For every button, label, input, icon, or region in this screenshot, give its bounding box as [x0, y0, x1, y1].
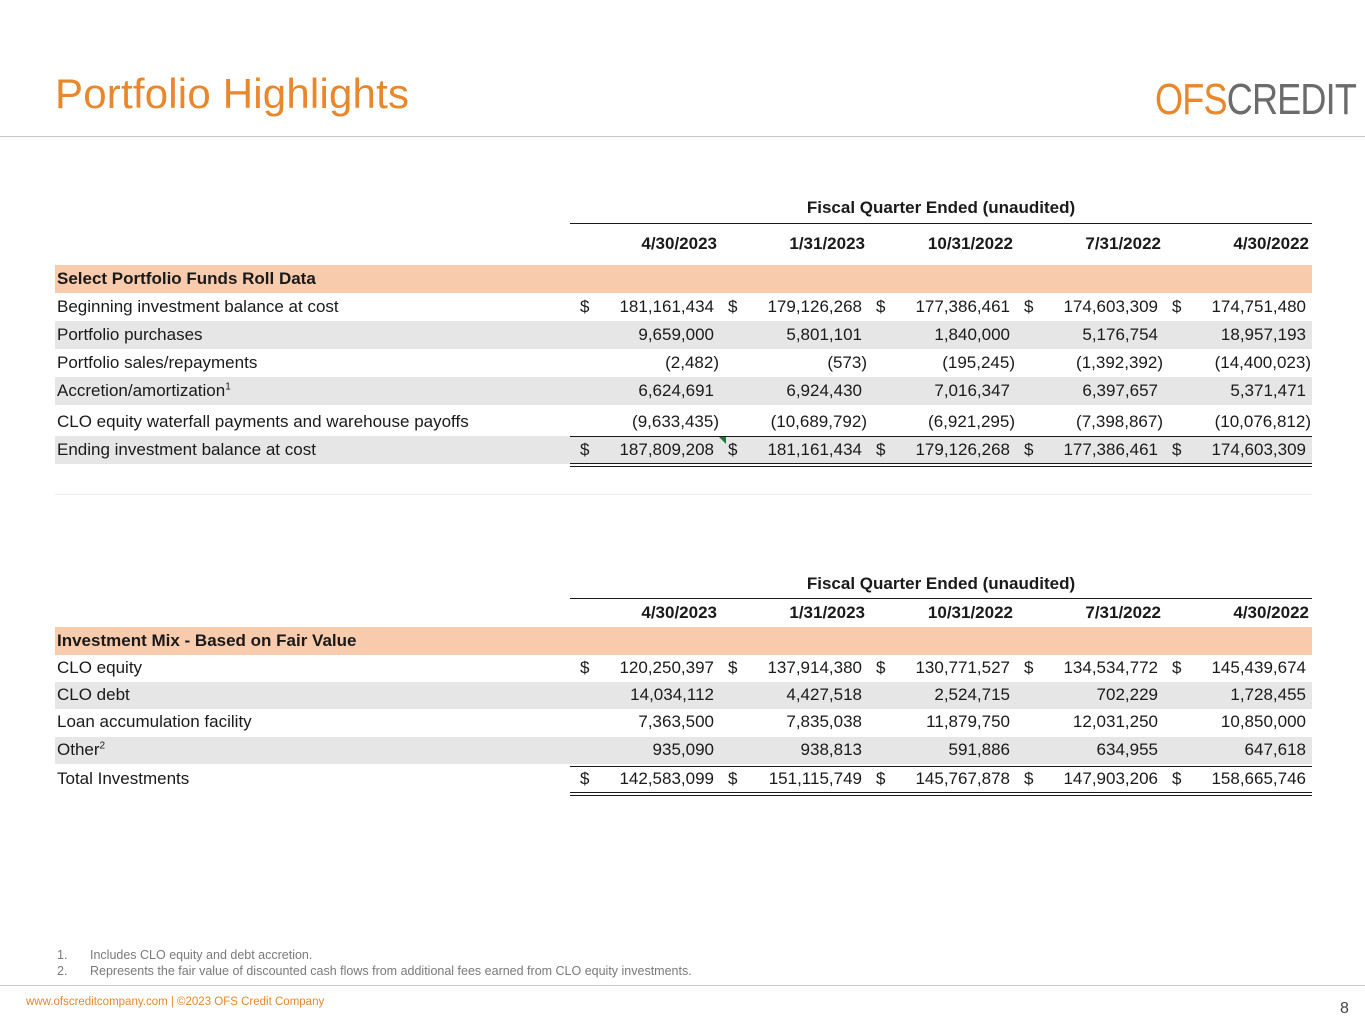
- currency-symbol: $: [876, 440, 886, 459]
- cell-value: 120,250,397: [619, 658, 714, 677]
- cell-value: (2,482): [665, 353, 719, 372]
- cell-value: (195,245): [942, 353, 1015, 372]
- cell-value: 2,524,715: [934, 685, 1010, 704]
- currency-symbol: $: [1172, 297, 1182, 316]
- cell-value: 179,126,268: [767, 297, 862, 316]
- cell-value: 142,583,099: [619, 769, 714, 788]
- cell-value: 938,813: [800, 740, 862, 759]
- table-row: [55, 655, 1312, 682]
- cell-value: 130,771,527: [915, 658, 1010, 677]
- cell-value: 647,618: [1244, 740, 1306, 759]
- cell-value: (7,398,867): [1076, 412, 1163, 431]
- cell-value: 6,397,657: [1082, 381, 1158, 400]
- currency-symbol: $: [728, 658, 738, 677]
- cell-value: (573): [827, 353, 867, 372]
- comment-flag-icon: [719, 437, 726, 444]
- cell-value: 591,886: [948, 740, 1010, 759]
- cell-value: 11,879,750: [926, 712, 1010, 731]
- currency-symbol: $: [728, 297, 738, 316]
- cell-value: (10,076,812): [1214, 412, 1311, 431]
- footer-divider: [0, 985, 1365, 986]
- cell-value: 14,034,112: [630, 685, 714, 704]
- table-row: [55, 321, 1312, 349]
- currency-symbol: $: [876, 297, 886, 316]
- currency-symbol: $: [728, 769, 738, 788]
- currency-symbol: $: [728, 440, 738, 459]
- cell-value: 634,955: [1096, 740, 1158, 759]
- cell-value: 935,090: [652, 740, 714, 759]
- section-label: Select Portfolio Funds Roll Data: [57, 269, 316, 288]
- cell-value: 151,115,749: [768, 769, 862, 788]
- table-row: [55, 766, 1312, 793]
- footer-link[interactable]: www.ofscreditcompany.com | ©2023 OFS Credit Company: [26, 996, 325, 1008]
- cell-value: 181,161,434: [619, 297, 714, 316]
- table-row: [55, 377, 1312, 405]
- currency-symbol: $: [1024, 440, 1034, 459]
- cell-value: 7,835,038: [786, 712, 862, 731]
- cell-value: 137,914,380: [767, 658, 862, 677]
- footnote: 1. Includes CLO equity and debt accretion.: [57, 948, 313, 962]
- cell-value: 174,751,480: [1211, 297, 1306, 316]
- cell-value: 179,126,268: [915, 440, 1010, 459]
- row-label: Portfolio purchases: [57, 325, 203, 344]
- currency-symbol: $: [876, 658, 886, 677]
- currency-symbol: $: [580, 769, 590, 788]
- row-label: Loan accumulation facility: [57, 712, 252, 731]
- page-title: Portfolio Highlights: [55, 70, 410, 117]
- cell-value: (9,633,435): [632, 412, 719, 431]
- cell-value: (14,400,023): [1214, 353, 1311, 372]
- date-header: 10/31/2022: [927, 603, 1013, 622]
- section-label: Investment Mix - Based on Fair Value: [57, 631, 357, 650]
- table-row: [55, 682, 1312, 709]
- row-label: Beginning investment balance at cost: [57, 297, 339, 316]
- row-label: Other$^2$: [57, 740, 106, 759]
- cell-value: 134,534,772: [1063, 658, 1158, 677]
- total-rule: [570, 436, 1312, 437]
- row-label: CLO debt: [57, 685, 130, 704]
- currency-symbol: $: [1024, 658, 1034, 677]
- total-rule: [570, 766, 1312, 767]
- table-row: [55, 709, 1312, 736]
- cell-value: 5,371,471: [1230, 381, 1306, 400]
- row-label: CLO equity waterfall payments and warehouse payoffs: [57, 412, 469, 431]
- row-label: Portfolio sales/repayments: [57, 353, 258, 372]
- section-header-row: [55, 265, 1312, 293]
- currency-symbol: $: [1172, 440, 1182, 459]
- table-row: [55, 349, 1312, 377]
- cell-value: 6,624,691: [638, 381, 714, 400]
- table-row: [55, 737, 1312, 764]
- header-divider: [0, 136, 1365, 137]
- cell-value: 4,427,518: [786, 685, 862, 704]
- date-header: 7/31/2022: [1085, 603, 1161, 622]
- footnotes: [57, 948, 692, 980]
- table-row: [55, 408, 1312, 436]
- cell-value: 702,229: [1096, 685, 1158, 704]
- currency-symbol: $: [580, 440, 590, 459]
- cell-value: 1,840,000: [934, 325, 1010, 344]
- cell-value: 10,850,000: [1220, 712, 1306, 731]
- logo-credit: CREDIT: [1226, 75, 1357, 124]
- cell-value: 5,176,754: [1082, 325, 1158, 344]
- row-label: CLO equity: [57, 658, 143, 677]
- cell-value: 145,439,674: [1211, 658, 1306, 677]
- fiscal-quarter-caption: Fiscal Quarter Ended (unaudited): [806, 198, 1076, 217]
- currency-symbol: $: [1024, 297, 1034, 316]
- currency-symbol: $: [580, 297, 590, 316]
- cell-value: 177,386,461: [1063, 440, 1158, 459]
- cell-value: 174,603,309: [1063, 297, 1158, 316]
- double-underline: [570, 463, 1312, 467]
- cell-value: (10,689,792): [770, 412, 867, 431]
- date-header: 4/30/2022: [1233, 603, 1309, 622]
- date-header: 4/30/2022: [1233, 234, 1309, 253]
- row-label: Ending investment balance at cost: [57, 440, 316, 459]
- currency-symbol: $: [1172, 769, 1182, 788]
- cell-value: 158,665,746: [1211, 769, 1306, 788]
- cell-value: 9,659,000: [638, 325, 714, 344]
- currency-symbol: $: [1172, 658, 1182, 677]
- cell-value: 1,728,455: [1230, 685, 1306, 704]
- date-header: 4/30/2023: [641, 603, 717, 622]
- row-label: Accretion/amortization$^1$: [57, 381, 231, 400]
- cell-value: (1,392,392): [1076, 353, 1163, 372]
- currency-symbol: $: [580, 658, 590, 677]
- row-label: Total Investments: [57, 769, 190, 788]
- cell-value: 177,386,461: [915, 297, 1010, 316]
- footnote: 2. Represents the fair value of discounted cash flows from additional fees earned from CLO equity investments.: [57, 964, 692, 978]
- cell-value: 147,903,206: [1063, 769, 1158, 788]
- currency-symbol: $: [876, 769, 886, 788]
- double-underline: [570, 792, 1312, 796]
- table-row: [55, 293, 1312, 321]
- date-header: 7/31/2022: [1085, 234, 1161, 253]
- section-divider: [55, 494, 1312, 495]
- date-header: 1/31/2023: [789, 603, 865, 622]
- cell-value: 18,957,193: [1220, 325, 1306, 344]
- date-header: 1/31/2023: [789, 234, 865, 253]
- table-row: [55, 436, 1312, 464]
- fiscal-quarter-caption: Fiscal Quarter Ended (unaudited): [806, 574, 1076, 593]
- caption-rule: [570, 598, 1312, 599]
- cell-value: 174,603,309: [1211, 440, 1306, 459]
- cell-value: 12,031,250: [1072, 712, 1158, 731]
- date-header: 10/31/2022: [927, 234, 1013, 253]
- ofs-credit-logo: [1155, 75, 1357, 124]
- cell-value: 145,767,878: [915, 769, 1010, 788]
- cell-value: 6,924,430: [786, 381, 862, 400]
- cell-value: 181,161,434: [767, 440, 862, 459]
- page-number: 8: [1340, 1000, 1349, 1017]
- cell-value: 5,801,101: [786, 325, 862, 344]
- caption-rule: [570, 223, 1312, 224]
- currency-symbol: $: [1024, 769, 1034, 788]
- logo-ofs: OFS: [1155, 75, 1227, 124]
- cell-value: 187,809,208: [619, 440, 714, 459]
- date-header: 4/30/2023: [641, 234, 717, 253]
- cell-value: (6,921,295): [928, 412, 1015, 431]
- cell-value: 7,016,347: [934, 381, 1010, 400]
- cell-value: 7,363,500: [638, 712, 714, 731]
- section-header-row: [55, 627, 1312, 655]
